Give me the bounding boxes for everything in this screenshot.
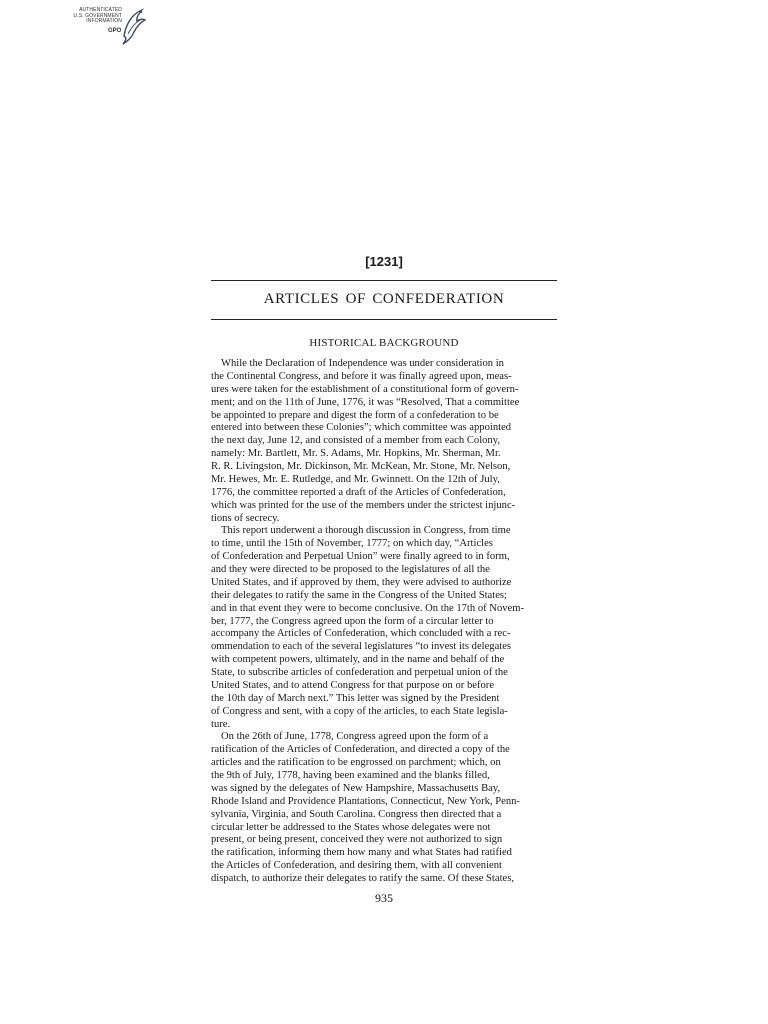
text-line: and in that event they were to become conclusive. On the 17th of Novem- xyxy=(211,602,525,614)
text-line: articles and the ratification to be engrossed on parchment; which, on xyxy=(211,757,501,769)
text-line: their delegates to ratify the same in the Congress of the United States; xyxy=(211,589,507,601)
gpo-authentication-seal xyxy=(62,6,146,46)
text-line: Mr. Hewes, Mr. E. Rutledge, and Mr. Gwinnett. On the 12th of July, xyxy=(211,473,500,485)
body-text xyxy=(211,358,557,886)
text-line: namely: Mr. Bartlett, Mr. S. Adams, Mr. Hopkins, Mr. Sherman, Mr. xyxy=(211,448,501,460)
text-line: which was printed for the use of the members under the strictest injunc- xyxy=(211,499,516,511)
text-line: of Congress and sent, with a copy of the articles, to each State legisla- xyxy=(211,705,508,717)
text-line: Rhode Island and Providence Plantations, Connecticut, New York, Penn- xyxy=(211,795,520,807)
text-line: to time, until the 15th of November, 1777; on which day, “Articles xyxy=(211,538,493,550)
text-line: sylvania, Virginia, and South Carolina. Congress then directed that a xyxy=(211,808,502,820)
text-line: ment; and on the 11th of June, 1776, it was “Resolved, That a committee xyxy=(211,396,520,408)
text-line: be appointed to prepare and digest the form of a confederation to be xyxy=(211,409,499,421)
text-line: the Articles of Confederation, and desiring them, with all convenient xyxy=(211,860,502,872)
text-line: ommendation to each of the several legislatures “to invest its delegates xyxy=(211,641,512,653)
text-line: dispatch, to authorize their delegates to ratify the same. Of these States, xyxy=(211,873,514,884)
bracketed-page-number: [1231] xyxy=(365,254,403,269)
title-rule-top xyxy=(211,280,557,281)
text-line: and they were directed to be proposed to the legislatures of all the xyxy=(211,564,490,575)
seal-gpo-mark: GPO xyxy=(108,28,122,34)
text-line: with competent powers, ultimately, and in the name and behalf of the xyxy=(211,654,505,666)
text-line: accompany the Articles of Confederation, which concluded with a rec- xyxy=(211,628,511,640)
text-line: On the 26th of June, 1778, Congress agreed upon the form of a xyxy=(221,731,489,743)
eagle-icon xyxy=(120,6,146,46)
text-line: R. R. Livingston, Mr. Dickinson, Mr. McKean, Mr. Stone, Mr. Nelson, xyxy=(211,461,511,472)
text-line: 1776, the committee reported a draft of the Articles of Confederation, xyxy=(211,486,506,498)
seal-line-3: INFORMATION xyxy=(86,18,122,25)
seal-line-2: U.S. GOVERNMENT xyxy=(73,12,122,19)
text-line: While the Declaration of Independence was under consideration in xyxy=(221,358,504,369)
page-number: 935 xyxy=(375,891,393,905)
seal-line-1: AUTHENTICATED xyxy=(79,7,122,13)
seal-text xyxy=(62,8,122,25)
text-line: ber, 1777, the Congress agreed upon the form of a circular letter to xyxy=(211,615,494,627)
text-line: the next day, June 12, and consisted of a member from each Colony, xyxy=(211,435,500,447)
text-line: ture. xyxy=(211,718,231,730)
text-line: This report underwent a thorough discussion in Congress, from time xyxy=(221,525,511,537)
text-line: State, to subscribe articles of confederation and perpetual union of the xyxy=(211,667,508,678)
text-line: ures were taken for the establishment of a constitutional form of govern- xyxy=(211,383,519,395)
section-heading: HISTORICAL BACKGROUND xyxy=(309,337,459,349)
text-line: of Confederation and Perpetual Union” were finally agreed to in form, xyxy=(211,551,510,563)
text-line: entered into between these Colonies”; which committee was appointed xyxy=(211,422,512,434)
text-line: the Continental Congress, and before it was finally agreed upon, meas- xyxy=(211,370,512,382)
text-line: present, or being present, conceived they were not authorized to sign xyxy=(211,834,503,846)
text-line: the 9th of July, 1778, having been examined and the blanks filled, xyxy=(211,770,490,781)
text-line: United States, and if approved by them, they were advised to authorize xyxy=(211,576,512,588)
text-line: United States, and to attend Congress for that purpose on or before xyxy=(211,679,495,691)
text-line: circular letter be addressed to the States whose delegates were not xyxy=(211,821,491,833)
title-rule-bottom xyxy=(211,319,557,320)
text-line: ratification of the Articles of Confederation, and directed a copy of the xyxy=(211,744,510,756)
text-line: the ratification, informing them how many and what States had ratified xyxy=(211,847,512,859)
document-title: ARTICLES OF CONFEDERATION xyxy=(263,291,505,307)
text-line: the 10th day of March next.” This letter was signed by the President xyxy=(211,692,500,704)
text-line: was signed by the delegates of New Hampshire, Massachusetts Bay, xyxy=(211,782,501,794)
text-line: tions of secrecy. xyxy=(211,512,280,524)
